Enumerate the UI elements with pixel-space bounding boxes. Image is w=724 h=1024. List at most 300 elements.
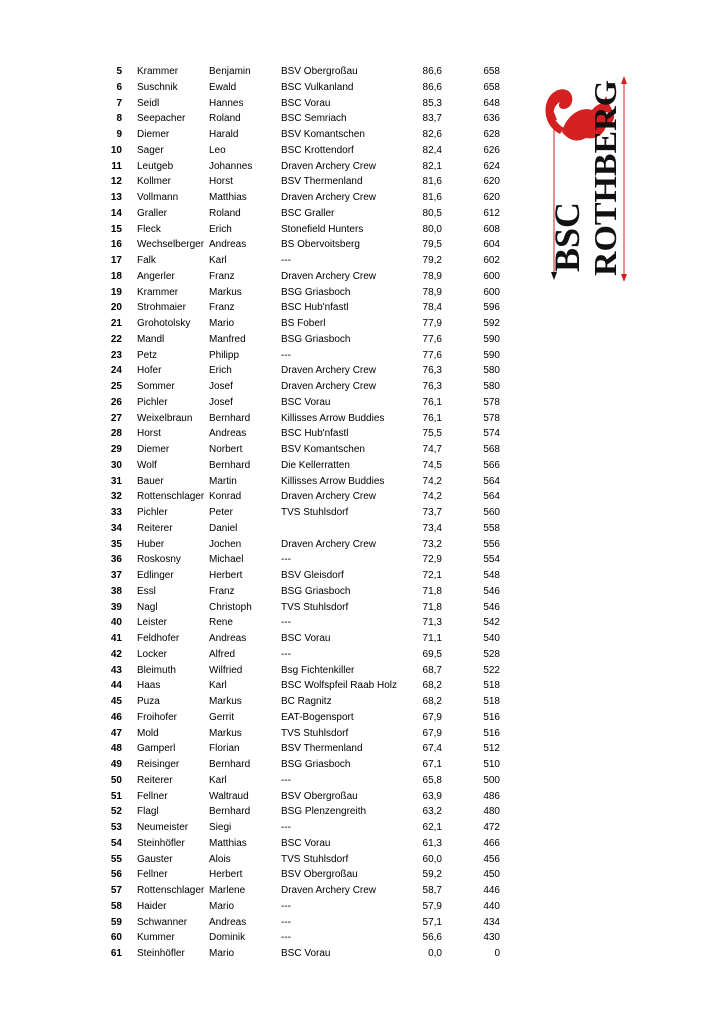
table-row (0, 726, 540, 742)
table-row (0, 332, 540, 348)
last-name-cell: Steinhöfler (137, 837, 185, 849)
points-cell: 540 (483, 633, 500, 644)
score-cell: 79,5 (422, 239, 442, 251)
points-cell: 648 (483, 97, 500, 109)
table-row (0, 80, 540, 96)
rank-cell: 51 (110, 790, 122, 802)
club-cell: BSC Vorau (281, 396, 331, 408)
table-row (0, 899, 540, 915)
points-cell: 568 (483, 444, 500, 455)
table-row (0, 867, 540, 883)
table-row (0, 741, 540, 757)
points-cell: 446 (483, 885, 500, 896)
club-cell: BSC Vorau (281, 633, 331, 644)
table-row (0, 474, 540, 490)
points-cell: 516 (483, 711, 500, 723)
points-cell: 486 (483, 790, 500, 802)
first-name-cell: Siegi (209, 822, 232, 833)
score-cell: 71,3 (422, 617, 442, 629)
first-name-cell: Erich (209, 223, 232, 235)
last-name-cell: Kummer (137, 932, 175, 944)
club-cell: BSV Komantschen (281, 444, 365, 455)
first-name-cell: Florian (209, 743, 240, 755)
score-cell: 71,1 (422, 633, 442, 644)
last-name-cell: Leutgeb (137, 160, 174, 172)
last-name-cell: Fleck (137, 223, 161, 235)
points-cell: 604 (483, 239, 500, 251)
points-cell: 472 (483, 822, 500, 833)
points-cell: 518 (483, 696, 500, 707)
points-cell: 590 (483, 333, 500, 345)
score-cell: 78,9 (422, 270, 442, 282)
club-cell: BSC Semriach (281, 113, 347, 125)
table-row (0, 804, 540, 820)
rank-cell: 39 (110, 601, 122, 613)
table-row (0, 159, 540, 175)
points-cell: 516 (483, 727, 500, 739)
first-name-cell: Alois (209, 853, 231, 865)
points-cell: 554 (483, 554, 500, 566)
rank-cell: 53 (110, 822, 122, 833)
points-cell: 580 (483, 365, 500, 377)
club-cell: Killisses Arrow Buddies (281, 412, 385, 424)
points-cell: 564 (483, 475, 500, 487)
first-name-cell: Jochen (209, 538, 242, 550)
rank-cell: 24 (110, 365, 122, 377)
rank-cell: 13 (110, 192, 122, 203)
club-cell: BSG Griasboch (281, 585, 351, 597)
rank-cell: 49 (110, 759, 122, 770)
rank-cell: 22 (110, 333, 122, 345)
last-name-cell: Wechselberger (137, 239, 205, 251)
rank-cell: 26 (110, 396, 122, 408)
rank-cell: 61 (110, 948, 122, 959)
last-name-cell: Schwanner (137, 916, 188, 928)
last-name-cell: Mold (137, 727, 159, 739)
table-row (0, 348, 540, 364)
first-name-cell: Andreas (209, 916, 247, 928)
score-cell: 59,2 (422, 869, 442, 881)
points-cell: 450 (483, 869, 500, 881)
last-name-cell: Bleimuth (137, 664, 176, 676)
points-cell: 522 (483, 664, 500, 676)
last-name-cell: Roskosny (137, 554, 181, 566)
club-cell: BSC Vorau (281, 97, 331, 109)
first-name-cell: Dominik (209, 932, 246, 944)
last-name-cell: Essl (137, 585, 156, 597)
table-row (0, 395, 540, 411)
rank-cell: 48 (110, 743, 122, 755)
rank-cell: 30 (110, 459, 122, 471)
club-cell: BSC Vulkanland (281, 81, 354, 93)
table-row (0, 222, 540, 238)
score-cell: 68,2 (422, 696, 442, 707)
points-cell: 456 (483, 853, 500, 865)
points-cell: 628 (483, 129, 500, 140)
last-name-cell: Fellner (137, 869, 168, 881)
table-row (0, 96, 540, 112)
table-row (0, 852, 540, 868)
first-name-cell: Markus (209, 286, 242, 298)
last-name-cell: Gamperl (137, 743, 176, 755)
club-cell: BSG Griasboch (281, 333, 351, 345)
points-cell: 624 (483, 160, 500, 172)
table-row (0, 111, 540, 127)
score-cell: 82,6 (422, 129, 442, 140)
first-name-cell: Martin (209, 475, 237, 487)
first-name-cell: Marlene (209, 885, 246, 896)
table-row (0, 521, 540, 537)
score-cell: 76,3 (422, 365, 442, 377)
points-cell: 566 (483, 459, 500, 471)
score-cell: 69,5 (422, 648, 442, 660)
rank-cell: 15 (110, 223, 122, 235)
points-cell: 512 (483, 743, 500, 755)
club-logo (530, 76, 630, 286)
table-row (0, 930, 540, 946)
last-name-cell: Weixelbraun (137, 412, 193, 424)
last-name-cell: Suschnik (137, 81, 178, 93)
last-name-cell: Edlinger (137, 570, 174, 581)
club-cell: Draven Archery Crew (281, 538, 377, 550)
rank-cell: 35 (110, 538, 122, 550)
score-cell: 0,0 (428, 948, 442, 959)
last-name-cell: Fellner (137, 790, 168, 802)
score-cell: 86,6 (422, 66, 442, 77)
rank-cell: 16 (110, 239, 122, 251)
score-cell: 71,8 (422, 601, 442, 613)
first-name-cell: Wilfried (209, 664, 243, 676)
last-name-cell: Haider (137, 900, 167, 912)
club-cell: BSC Wolfspfeil Raab Holz (281, 680, 397, 692)
score-cell: 74,7 (422, 444, 442, 455)
club-cell: BSV Obergroßau (281, 66, 358, 77)
first-name-cell: Franz (209, 302, 235, 314)
first-name-cell: Alfred (209, 648, 236, 660)
rank-cell: 46 (110, 711, 122, 723)
club-cell: BSV Obergroßau (281, 790, 358, 802)
points-cell: 612 (483, 207, 500, 219)
rank-cell: 12 (110, 176, 122, 188)
club-cell: TVS Stuhlsdorf (281, 601, 349, 613)
last-name-cell: Vollmann (137, 192, 179, 203)
first-name-cell: Horst (209, 176, 233, 188)
table-row (0, 631, 540, 647)
last-name-cell: Pichler (137, 396, 168, 408)
club-cell: BSC Graller (281, 207, 335, 219)
first-name-cell: Rene (209, 617, 233, 629)
rank-cell: 60 (110, 932, 122, 944)
club-cell: BSG Plenzengreith (281, 806, 367, 818)
table-row (0, 442, 540, 458)
points-cell: 558 (483, 522, 500, 534)
last-name-cell: Gauster (137, 853, 173, 865)
first-name-cell: Harald (209, 129, 239, 140)
points-cell: 440 (483, 900, 500, 912)
rank-cell: 14 (110, 207, 122, 219)
club-cell: Draven Archery Crew (281, 885, 377, 896)
club-cell: TVS Stuhlsdorf (281, 507, 349, 518)
last-name-cell: Bauer (137, 475, 164, 487)
last-name-cell: Grohotolsky (137, 318, 191, 329)
last-name-cell: Mandl (137, 333, 165, 345)
points-cell: 602 (483, 255, 500, 266)
club-cell: BS Obervoitsberg (281, 239, 360, 251)
rank-cell: 38 (110, 585, 122, 597)
score-cell: 76,1 (422, 412, 442, 424)
club-cell: BSG Griasboch (281, 759, 351, 770)
last-name-cell: Horst (137, 428, 161, 440)
first-name-cell: Peter (209, 507, 233, 518)
rank-cell: 50 (110, 774, 122, 786)
first-name-cell: Daniel (209, 522, 238, 534)
first-name-cell: Christoph (209, 601, 252, 613)
club-cell: BSC Vorau (281, 948, 331, 959)
club-cell: --- (281, 617, 291, 629)
rank-cell: 33 (110, 507, 122, 518)
score-cell: 86,6 (422, 81, 442, 93)
first-name-cell: Manfred (209, 333, 246, 345)
table-row (0, 411, 540, 427)
score-cell: 83,7 (422, 113, 442, 125)
first-name-cell: Mario (209, 948, 235, 959)
score-cell: 74,5 (422, 459, 442, 471)
rank-cell: 36 (110, 554, 122, 566)
score-cell: 72,9 (422, 554, 442, 566)
score-cell: 77,6 (422, 349, 442, 361)
table-row (0, 269, 540, 285)
score-cell: 57,9 (422, 900, 442, 912)
table-row (0, 237, 540, 253)
club-cell: TVS Stuhlsdorf (281, 853, 349, 865)
points-cell: 592 (483, 318, 500, 329)
club-cell: --- (281, 916, 291, 928)
first-name-cell: Markus (209, 696, 242, 707)
last-name-cell: Falk (137, 255, 156, 266)
rank-cell: 6 (116, 81, 122, 93)
score-cell: 61,3 (422, 837, 442, 849)
first-name-cell: Bernhard (209, 759, 251, 770)
table-row (0, 946, 540, 962)
last-name-cell: Puza (137, 696, 160, 707)
first-name-cell: Franz (209, 585, 235, 597)
table-row (0, 820, 540, 836)
last-name-cell: Reisinger (137, 759, 180, 770)
first-name-cell: Bernhard (209, 459, 251, 471)
last-name-cell: Rottenschlager (137, 491, 205, 503)
rank-cell: 21 (110, 318, 122, 329)
rank-cell: 19 (110, 286, 122, 298)
points-cell: 546 (483, 585, 500, 597)
last-name-cell: Haas (137, 680, 161, 692)
rank-cell: 41 (110, 633, 122, 644)
first-name-cell: Norbert (209, 444, 243, 455)
first-name-cell: Erich (209, 365, 232, 377)
last-name-cell: Diemer (137, 444, 170, 455)
club-cell: BC Ragnitz (281, 696, 332, 707)
club-cell: Stonefield Hunters (281, 223, 364, 235)
logo-text-bsc: BSC (547, 201, 587, 272)
table-row (0, 600, 540, 616)
points-cell: 636 (483, 113, 500, 125)
score-cell: 81,6 (422, 192, 442, 203)
score-cell: 63,2 (422, 806, 442, 818)
first-name-cell: Philipp (209, 349, 240, 361)
last-name-cell: Huber (137, 538, 165, 550)
table-row (0, 64, 540, 80)
club-cell: BSV Thermenland (281, 743, 363, 755)
last-name-cell: Steinhöfler (137, 948, 185, 959)
score-cell: 63,9 (422, 790, 442, 802)
score-cell: 67,9 (422, 727, 442, 739)
rank-cell: 42 (110, 648, 122, 660)
score-cell: 56,6 (422, 932, 442, 944)
points-cell: 608 (483, 223, 500, 235)
last-name-cell: Krammer (137, 286, 179, 298)
score-cell: 77,6 (422, 333, 442, 345)
table-row (0, 300, 540, 316)
score-cell: 72,1 (422, 570, 442, 581)
last-name-cell: Petz (137, 349, 158, 361)
first-name-cell: Matthias (209, 837, 247, 849)
points-cell: 528 (483, 648, 500, 660)
club-cell: BSV Obergroßau (281, 869, 358, 881)
last-name-cell: Graller (137, 207, 168, 219)
table-row (0, 757, 540, 773)
points-cell: 556 (483, 538, 500, 550)
score-cell: 67,9 (422, 711, 442, 723)
first-name-cell: Mario (209, 318, 235, 329)
rank-cell: 23 (110, 349, 122, 361)
last-name-cell: Reiterer (137, 774, 173, 786)
score-cell: 82,4 (422, 144, 442, 156)
club-cell: BSC Hub'nfastl (281, 428, 349, 440)
last-name-cell: Flagl (137, 806, 159, 818)
table-row (0, 710, 540, 726)
last-name-cell: Sager (137, 144, 164, 156)
table-row (0, 584, 540, 600)
points-cell: 0 (494, 948, 500, 959)
table-row (0, 694, 540, 710)
first-name-cell: Johannes (209, 160, 253, 172)
rank-cell: 57 (110, 885, 122, 896)
first-name-cell: Franz (209, 270, 235, 282)
club-cell: BSG Griasboch (281, 286, 351, 298)
rank-cell: 55 (110, 853, 122, 865)
club-cell: BS Foberl (281, 318, 326, 329)
last-name-cell: Rottenschlager (137, 885, 205, 896)
rank-cell: 43 (110, 664, 122, 676)
table-row (0, 836, 540, 852)
rank-cell: 20 (110, 302, 122, 314)
first-name-cell: Herbert (209, 570, 243, 581)
table-row (0, 316, 540, 332)
rank-cell: 47 (110, 727, 122, 739)
points-cell: 430 (483, 932, 500, 944)
last-name-cell: Sommer (137, 381, 175, 392)
rank-cell: 10 (110, 144, 122, 156)
last-name-cell: Wolf (137, 459, 157, 471)
first-name-cell: Josef (209, 381, 233, 392)
score-cell: 67,4 (422, 743, 442, 755)
rank-cell: 5 (116, 66, 122, 77)
table-row (0, 458, 540, 474)
table-row (0, 647, 540, 663)
points-cell: 600 (483, 270, 500, 282)
score-cell: 65,8 (422, 774, 442, 786)
first-name-cell: Matthias (209, 192, 247, 203)
rank-cell: 7 (116, 97, 122, 109)
score-cell: 79,2 (422, 255, 442, 266)
score-cell: 76,3 (422, 381, 442, 392)
rank-cell: 28 (110, 428, 122, 440)
table-row (0, 426, 540, 442)
points-cell: 658 (483, 81, 500, 93)
last-name-cell: Seidl (137, 97, 160, 109)
score-cell: 80,0 (422, 223, 442, 235)
score-cell: 67,1 (422, 759, 442, 770)
last-name-cell: Strohmaier (137, 302, 186, 314)
first-name-cell: Andreas (209, 633, 247, 644)
points-cell: 564 (483, 491, 500, 503)
rank-cell: 56 (110, 869, 122, 881)
table-row (0, 615, 540, 631)
score-cell: 82,1 (422, 160, 442, 172)
club-cell: --- (281, 932, 291, 944)
table-row (0, 663, 540, 679)
points-cell: 578 (483, 412, 500, 424)
results-table (0, 64, 540, 962)
first-name-cell: Mario (209, 900, 235, 912)
last-name-cell: Diemer (137, 129, 170, 140)
rank-cell: 37 (110, 570, 122, 581)
last-name-cell: Froihofer (137, 711, 178, 723)
club-cell: Bsg Fichtenkiller (281, 664, 355, 676)
rank-cell: 32 (110, 491, 122, 503)
rank-cell: 25 (110, 381, 122, 392)
points-cell: 596 (483, 302, 500, 314)
first-name-cell: Roland (209, 207, 241, 219)
rank-cell: 59 (110, 916, 122, 928)
first-name-cell: Michael (209, 554, 244, 566)
first-name-cell: Bernhard (209, 806, 251, 818)
score-cell: 58,7 (422, 885, 442, 896)
rank-cell: 54 (110, 837, 122, 849)
points-cell: 560 (483, 507, 500, 518)
rank-cell: 58 (110, 900, 122, 912)
club-cell: --- (281, 554, 291, 566)
first-name-cell: Andreas (209, 239, 247, 251)
table-row (0, 489, 540, 505)
points-cell: 620 (483, 176, 500, 188)
last-name-cell: Locker (137, 648, 168, 660)
points-cell: 434 (483, 916, 500, 928)
table-row (0, 915, 540, 931)
table-row (0, 285, 540, 301)
first-name-cell: Leo (209, 144, 226, 156)
rank-cell: 8 (116, 113, 122, 125)
club-cell: Killisses Arrow Buddies (281, 475, 385, 487)
club-cell: Draven Archery Crew (281, 491, 377, 503)
score-cell: 77,9 (422, 318, 442, 329)
table-row (0, 143, 540, 159)
club-cell: Draven Archery Crew (281, 381, 377, 392)
table-row (0, 552, 540, 568)
score-cell: 74,2 (422, 475, 442, 487)
score-cell: 78,9 (422, 286, 442, 298)
last-name-cell: Feldhofer (137, 633, 180, 644)
club-cell: BSV Thermenland (281, 176, 363, 188)
